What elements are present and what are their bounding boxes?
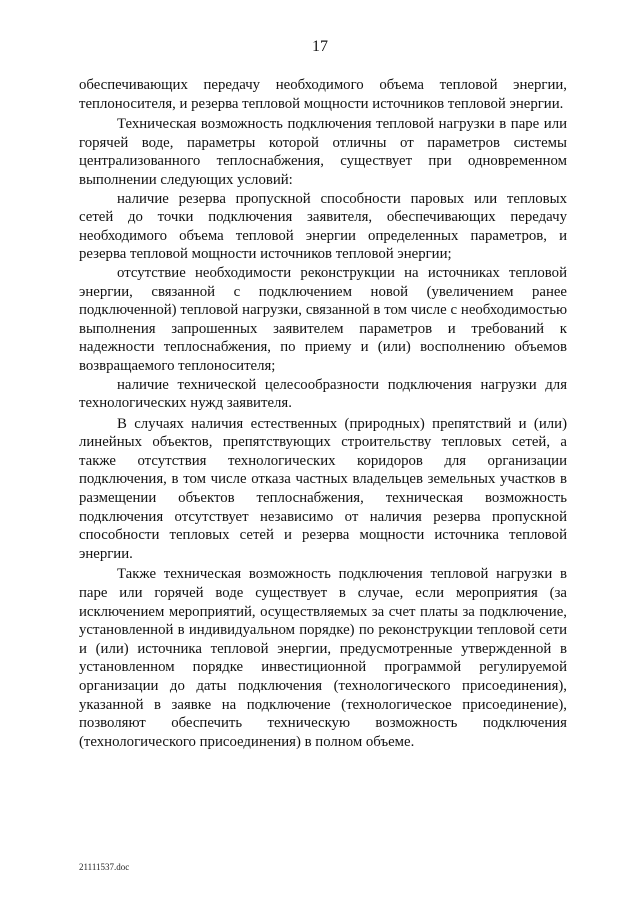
paragraph-condition-network-reserve: наличие резерва пропускной способности паровых или тепловых сетей до точки подключения заявителя, обеспечивающих передачу необходимого объема тепловой энергии определенных параметров, и резерва тепловой мощности источников тепловой энергии; xyxy=(79,190,567,263)
page-number: 17 xyxy=(312,38,328,55)
document-body xyxy=(79,76,567,751)
paragraph-continuation: обеспечивающих передачу необходимого объема тепловой энергии, теплоносителя, и резерва тепловой мощности источников тепловой энергии. xyxy=(79,77,567,112)
paragraph-technical-possibility: Техническая возможность подключения тепловой нагрузки в паре или горячей воде, параметры которой отличны от параметров системы централизованного теплоснабжения, существует при одновременном выполнении следующих условий: xyxy=(79,116,567,188)
paragraph-condition-technical-feasibility: наличие технической целесообразности подключения нагрузки для технологических нужд заявителя. xyxy=(79,376,567,412)
paragraph-condition-no-reconstruction: отсутствие необходимости реконструкции на источниках тепловой энергии, связанной с подключением новой (увеличением ранее подключенной) тепловой нагрузки, связанной в том числе с необходимостью выполнения запрошенных заявителем параметров и требований к надежности теплоснабжения, по приему и (или) восполнению объемов возвращаемого теплоносителя; xyxy=(79,264,567,374)
footer-file-name: 21111537.doc xyxy=(79,862,130,872)
paragraph-investment-program: Также техническая возможность подключения тепловой нагрузки в паре или горячей воде существует в случае, если мероприятия (за исключением мероприятий, осуществляемых за счет платы за подключение, установленной в индивидуальном порядке) по реконструкции тепловой сети и (или) источника тепловой энергии, предусмотренные утвержденной в установленном порядке инвестиционной программой регулируемой организации до даты подключения (технологического присоединения), указанной в заявке на подключение (технологическое присоединение), позволяют обеспечить техническую возможность подключения (технологического присоединения) в полном объеме. xyxy=(79,566,567,750)
paragraph-natural-obstacles: В случаях наличия естественных (природных) препятствий и (или) линейных объектов, препятствующих строительству тепловых сетей, а также отсутствия технологических коридоров для организации подключения, в том числе отказа частных владельцев земельных участков в размещении объектов теплоснабжения, техническая возможность подключения отсутствует независимо от наличия резерва пропускной способности тепловых сетей и резерва мощности источника тепловой энергии. xyxy=(79,415,567,562)
